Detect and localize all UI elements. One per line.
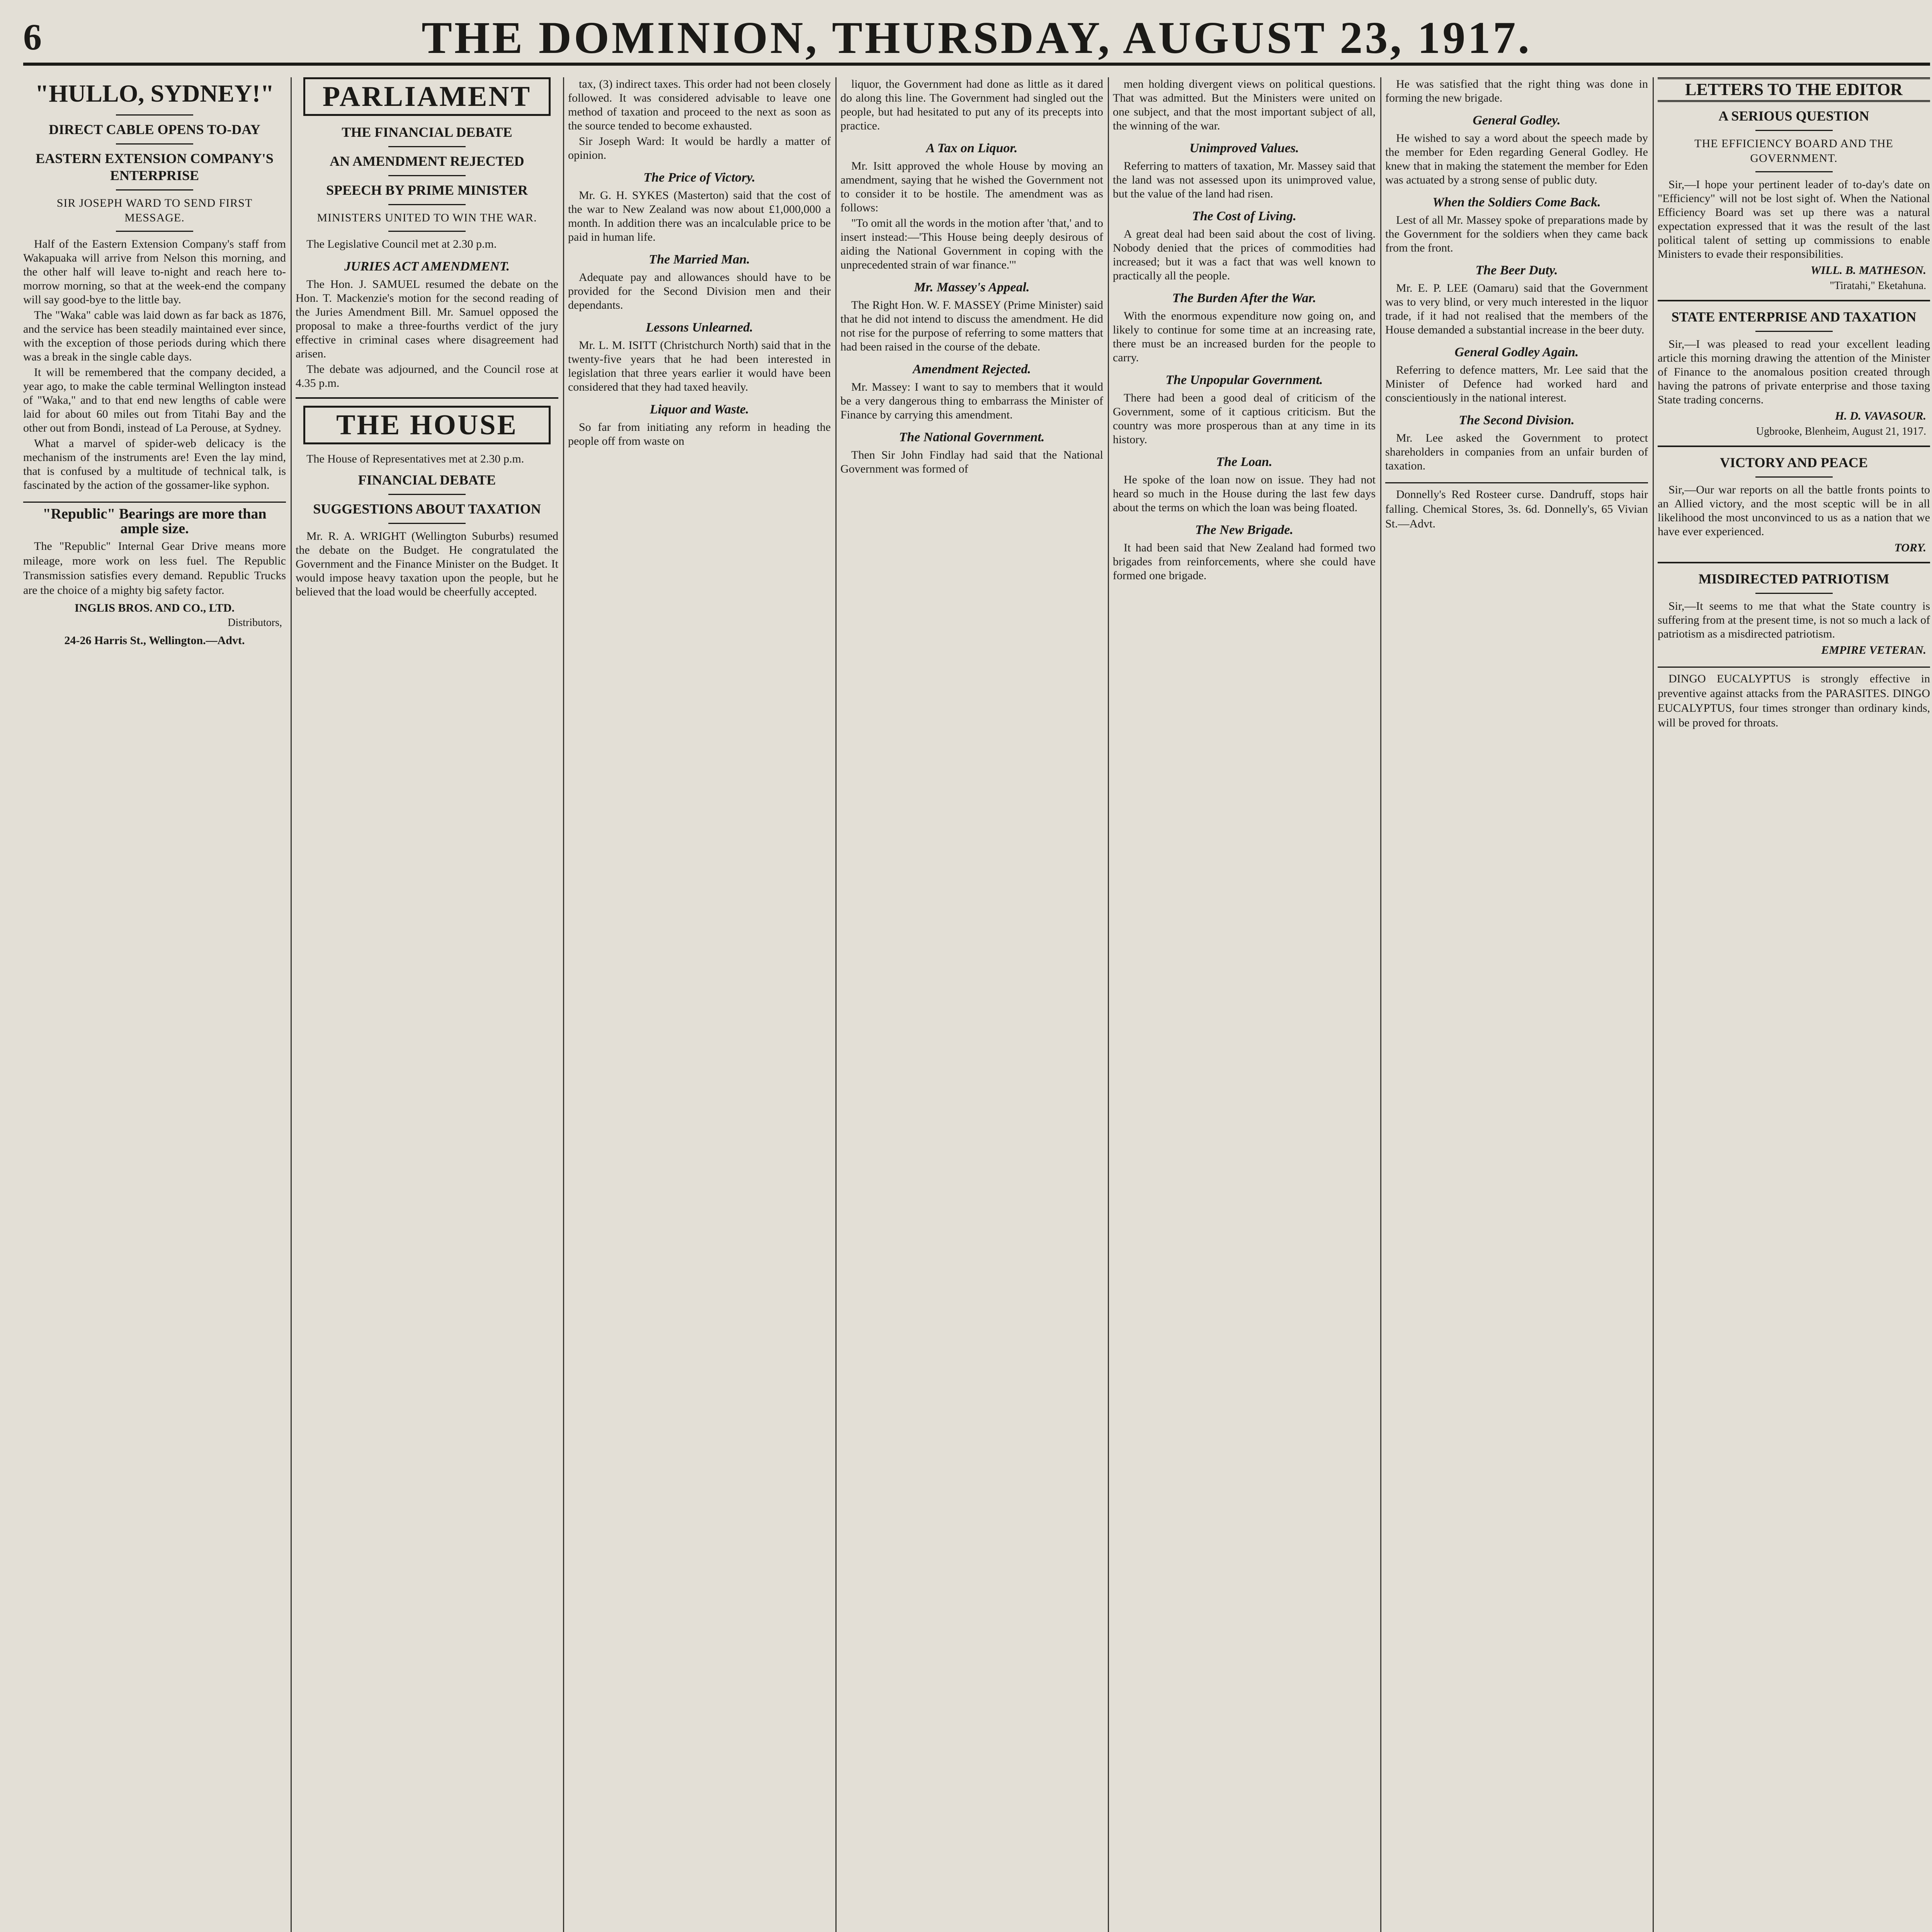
divider [388, 494, 466, 495]
article-paragraph: Sir Joseph Ward: It would be hardly a matter of opinion. [568, 135, 831, 162]
column-rule [291, 77, 292, 1932]
article-paragraph: The debate was adjourned, and the Council rose at 4.35 p.m. [296, 363, 558, 389]
subheading: The Second Division. [1459, 413, 1575, 427]
subheading: SUGGESTIONS ABOUT TAXATION [313, 501, 541, 517]
paper-title: THE DOMINION, THURSDAY, AUGUST 23, 1917. [422, 12, 1532, 63]
article-paragraph: So far from initiating any reform in heading the people off from waste on [568, 421, 831, 447]
subheading: The Loan. [1216, 455, 1272, 469]
article-paragraph: He was satisfied that the right thing was done in forming the new brigade. [1385, 78, 1648, 104]
letter-title: VICTORY AND PEACE [1720, 455, 1868, 470]
article-paragraph: With the enormous expenditure now going on, and likely to continue for some time at an increasing rate, there must be an increased burden for the people to carry. [1113, 310, 1376, 364]
article-paragraph: There had been a good deal of criticism of the Government, some of it captious criticism. But the country was more prosperous than at any time in its history. [1113, 391, 1376, 446]
ad-role: Distributors, [228, 617, 282, 629]
subheading: The Unpopular Government. [1165, 373, 1323, 387]
column-1 [23, 77, 286, 1932]
subheading: The Price of Victory. [643, 170, 755, 185]
letter-body: Sir,—I was pleased to read your excellent leading article this morning drawing the attention of the Minister of Finance to the anomalous position created through having the patrons of private enterprise and those taxing State trading concerns. [1658, 338, 1930, 406]
subheading: The Cost of Living. [1192, 209, 1297, 223]
article-paragraph: The Legislative Council met at 2.30 p.m. [306, 238, 497, 250]
letter-body: Sir,—It seems to me that what the State country is suffering from at the present time, is not so much a lack of patriotism as a misdirected patriotism. [1658, 600, 1930, 640]
divider [1755, 130, 1833, 131]
divider [1658, 562, 1930, 563]
advertisement [1658, 667, 1930, 730]
subheading: A Tax on Liquor. [926, 141, 1018, 155]
divider [388, 146, 466, 147]
letter-title: A SERIOUS QUESTION [1718, 108, 1869, 124]
subheading: General Godley Again. [1454, 345, 1579, 359]
article-paragraph: Mr. G. H. SYKES (Masterton) said that the cost of the war to New Zealand was now about £1,000,000 a month. In addition there was an incalculable price to be paid in human life. [568, 189, 831, 243]
article-paragraph: The "Waka" cable was laid down as far back as 1876, and the service has been steadily maintained ever since, with the exception of those periods during which there was a break in the single cable days. [23, 309, 286, 363]
column-5 [1113, 77, 1376, 1932]
column-7 [1658, 77, 1930, 1932]
masthead [23, 12, 1930, 66]
article-deck: SIR JOSEPH WARD TO SEND FIRST MESSAGE. [56, 197, 253, 224]
letter-body: Sir,—I hope your pertinent leader of to-day's date on "Efficiency" will not be lost sight of. When the National Efficiency Board was set up there was a natural expectation expressed that it was the result of the last political talent of setting up commissions to enable Ministers to evade their responsibilities. [1658, 178, 1930, 260]
page-number: 6 [23, 16, 42, 58]
ad-company: INGLIS BROS. AND CO., LTD. [74, 602, 235, 614]
letter-place: Ugbrooke, Blenheim, August 21, 1917. [1756, 425, 1926, 437]
letter-title: STATE ENTERPRISE AND TAXATION [1671, 309, 1917, 325]
divider [116, 143, 193, 145]
subheading: General Godley. [1473, 113, 1561, 128]
article-paragraph: Lest of all Mr. Massey spoke of preparations made by the Government for the soldiers when they came back from the front. [1385, 214, 1648, 254]
letter-body: Sir,—Our war reports on all the battle fronts points to an Allied victory, and the most sceptic will be in all likelihood the most unconvinced to us as a nation that we have ever experienced. [1658, 483, 1930, 538]
article-paragraph: Half of the Eastern Extension Company's staff from Wakapuaka will arrive from Nelson this morning, and the other half will leave to-night and reach here to-morrow morning, so that at the week-end the company will say good-bye to the little bay. [23, 238, 286, 306]
divider [1755, 331, 1833, 332]
article-paragraph: Mr. L. M. ISITT (Christchurch North) said that in the twenty-five years that he had been interested in legislation that three years earlier it would have been considered that they had taxed heavily. [568, 339, 831, 393]
column-2 [296, 77, 558, 1932]
divider [116, 231, 193, 232]
article-paragraph: The Right Hon. W. F. MASSEY (Prime Minister) said that he did not intend to discuss the amendment. He did not rise for the purpose of referring to some matters that had been raised in the course of the debate. [840, 299, 1103, 353]
divider [1755, 476, 1833, 478]
divider [296, 397, 558, 399]
article-paragraph: He wished to say a word about the speech made by the member for Eden regarding General Godley. He knew that in making the statement the member for Eden was actuated by a strong sense of public duty. [1385, 132, 1648, 186]
article-paragraph: men holding divergent views on political questions. That was admitted. But the Ministers were united on one subject, and that the most important subject of all, the winning of the war. [1113, 78, 1376, 132]
article-paragraph: tax, (3) indirect taxes. This order had not been closely followed. It was considered advisable to leave one method of taxation and proceed to the next as soon as the source tended to become exhausted. [568, 78, 831, 132]
divider [388, 204, 466, 205]
advertisement [23, 502, 286, 648]
column-rule [563, 77, 564, 1932]
subheading: FINANCIAL DEBATE [358, 472, 496, 488]
article-deck: MINISTERS UNITED TO WIN THE WAR. [317, 211, 537, 224]
letter-signature: WILL. B. MATHESON. [1810, 264, 1926, 277]
article-paragraph: The Hon. J. SAMUEL resumed the debate on the Hon. T. Mackenzie's motion for the second reading of the Juries Amendment Bill. Mr. Samuel opposed the proposal to make a three-fourths verdict of the jury effective in criminal cases where disagreement had arisen. [296, 278, 558, 360]
article-deck: SPEECH BY PRIME MINISTER [326, 182, 528, 198]
article-paragraph: What a marvel of spider-web delicacy is the mechanism of the instruments are! Even the lay mind, that is confused by a multitude of technical talk, is fascinated by the action of the gossamer-like syphon. [23, 437, 286, 492]
column-rule [1653, 77, 1654, 1932]
article-headline: "HULLO, SYDNEY!" [35, 80, 274, 107]
letter-title: MISDIRECTED PATRIOTISM [1698, 571, 1889, 587]
article-paragraph: liquor, the Government had done as little as it dared do along this line. The Government had singled out the people, but had hesitated to put any of its precepts into practice. [840, 78, 1103, 132]
article-paragraph: Mr. Lee asked the Government to protect shareholders in companies from an unfair burden of taxation. [1385, 432, 1648, 472]
divider [116, 189, 193, 190]
letter-signature: H. D. VAVASOUR. [1835, 410, 1926, 422]
divider [388, 175, 466, 176]
subheading: JURIES ACT AMENDMENT. [344, 259, 510, 274]
subheading: Mr. Massey's Appeal. [914, 280, 1030, 294]
column-rule [835, 77, 837, 1932]
article-paragraph: It had been said that New Zealand had formed two brigades from reinforcements, where she could have formed one brigade. [1113, 541, 1376, 582]
ad-body: The "Republic" Internal Gear Drive means more mileage, more work on less fuel. The Republic Transmission satisfies every demand. Republic Trucks are the choice of a mighty big safety factor. [23, 540, 286, 597]
article-paragraph: The House of Representatives met at 2.30 p.m. [306, 452, 524, 465]
column-6 [1385, 77, 1648, 1932]
article-paragraph: "To omit all the words in the motion after 'that,' and to insert instead:—'This House being deeply desirous of aiding the National Government in coping with the unprecedented strain of war finance.'" [840, 217, 1103, 271]
article-paragraph: Referring to matters of taxation, Mr. Massey said that the land was not assessed upon its unimproved value, but the value of the land had risen. [1113, 160, 1376, 200]
subheading: Unimproved Values. [1189, 141, 1299, 155]
subheading: The New Brigade. [1195, 523, 1294, 537]
article-paragraph: Then Sir John Findlay had said that the National Government was formed of [840, 449, 1103, 475]
article-deck: EASTERN EXTENSION COMPANY'S ENTERPRISE [36, 151, 274, 183]
column-rule [1380, 77, 1381, 1932]
article-paragraph: Mr. Massey: I want to say to members that it would be a very dangerous thing to embarrass the Minister of Finance by carrying this amendment. [840, 381, 1103, 421]
ad-address: 24-26 Harris St., Wellington.—Advt. [64, 634, 245, 647]
divider [1755, 171, 1833, 172]
letter-subtitle: THE EFFICIENCY BOARD AND THE GOVERNMENT. [1694, 137, 1893, 165]
ad-title: "Republic" Bearings are more than ample size. [43, 506, 267, 537]
section-banner: PARLIAMENT [303, 77, 551, 116]
subheading: Lessons Unlearned. [646, 320, 753, 335]
article-paragraph: Mr. Isitt approved the whole House by moving an amendment, saying that he wished the Government not to consider it to be hostile. The amendment was as follows: [840, 160, 1103, 214]
column-rule [1108, 77, 1109, 1932]
column-4 [840, 77, 1103, 1932]
columns [23, 77, 1930, 1932]
divider [1658, 446, 1930, 447]
article-paragraph: He spoke of the loan now on issue. They had not heard so much in the House during the last few days about the terms on which the loan was being floated. [1113, 473, 1376, 514]
advertisement [1385, 482, 1648, 531]
letter-signature: EMPIRE VETERAN. [1821, 644, 1926, 656]
article-paragraph: A great deal had been said about the cost of living. Nobody denied that the prices of commodities had increased; but it was a fact that was well known to practically all the people. [1113, 228, 1376, 282]
subheading: When the Soldiers Come Back. [1432, 195, 1601, 209]
subheading: Liquor and Waste. [650, 402, 749, 417]
divider [116, 114, 193, 116]
article-paragraph: It will be remembered that the company decided, a year ago, to make the cable terminal Wellington instead of "Waka," and to that end new lengths of cable were laid for about 60 miles out from Titahi Bay and the other out from Bondi, instead of La Perouse, at Sydney. [23, 366, 286, 434]
article-deck: AN AMENDMENT REJECTED [330, 153, 524, 169]
column-3 [568, 77, 831, 1932]
letter-signature: TORY. [1894, 541, 1926, 554]
article-paragraph: Mr. E. P. LEE (Oamaru) said that the Government was to very blind, or very much interested in the liquor trade, if it had not realised that the members of the House demanded a substantial increase in the beer duty. [1385, 282, 1648, 336]
ad-body: DINGO EUCALYPTUS is strongly effective in preventive against attacks from the PARASITES. DINGO EUCALYPTUS, four times stronger than ordinary kinds, will be proved for throats. [1658, 672, 1930, 729]
article-paragraph: Adequate pay and allowances should have to be provided for the Second Division men and their dependants. [568, 271, 831, 311]
subheading: The Married Man. [649, 252, 750, 267]
section-banner: LETTERS TO THE EDITOR [1658, 77, 1930, 102]
article-paragraph: Mr. R. A. WRIGHT (Wellington Suburbs) resumed the debate on the Budget. He congratulated the Government and the Finance Minister on the Budget. It would impose heavy taxation upon the people, but he believed that the load would be cheerfully accepted. [296, 530, 558, 598]
divider [1755, 593, 1833, 594]
subheading: The Beer Duty. [1475, 263, 1558, 277]
article-deck: THE FINANCIAL DEBATE [342, 124, 512, 140]
divider [388, 231, 466, 232]
ad-body: Donnelly's Red Rosteer curse. Dandruff, stops hair falling. Chemical Stores, 3s. 6d. Donnelly's, 65 Vivian St.—Advt. [1385, 488, 1648, 530]
article-paragraph: Referring to defence matters, Mr. Lee said that the Minister of Defence had worked hard and conscientiously in the national interest. [1385, 364, 1648, 404]
subheading: Amendment Rejected. [913, 362, 1031, 376]
divider [388, 523, 466, 524]
section-banner: THE HOUSE [303, 406, 551, 444]
subheading: The Burden After the War. [1172, 291, 1316, 305]
divider [1658, 300, 1930, 301]
article-deck: DIRECT CABLE OPENS TO-DAY [49, 122, 260, 137]
letter-place: "Tiratahi," Eketahuna. [1830, 280, 1926, 292]
subheading: The National Government. [899, 430, 1045, 444]
